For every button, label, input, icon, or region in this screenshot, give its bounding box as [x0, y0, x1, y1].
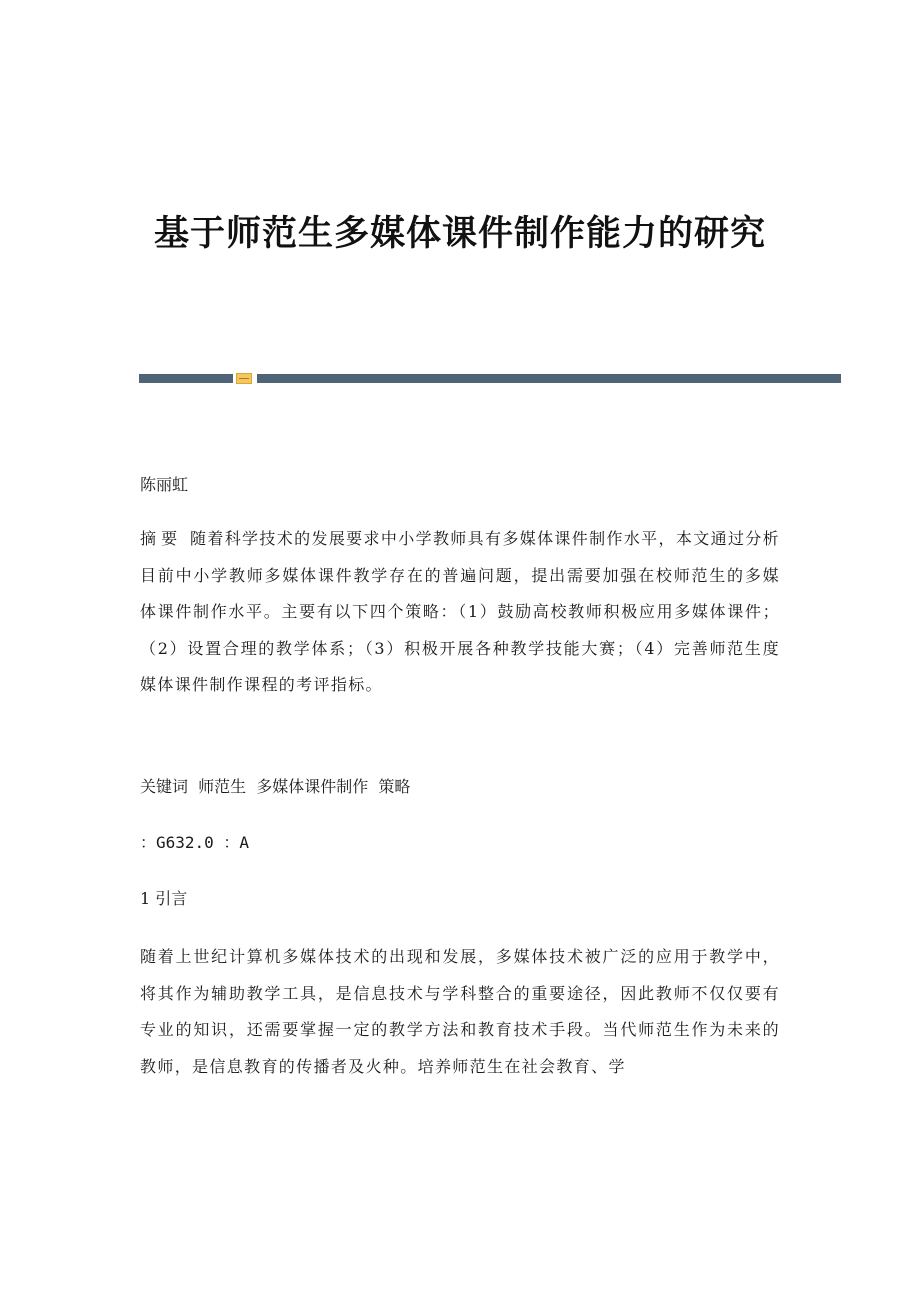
document-title: 基于师范生多媒体课件制作能力的研究	[153, 214, 766, 254]
divider-emblem-icon	[236, 373, 252, 384]
title-divider-left	[139, 374, 233, 383]
title-divider-right	[257, 374, 841, 383]
classification-codes: ：G632.0 ：A	[140, 833, 250, 852]
keyword-item: 多媒体课件制作	[256, 777, 369, 796]
keywords	[140, 776, 415, 798]
section-heading: 1 引言	[140, 889, 188, 908]
body-paragraph: 随着上世纪计算机多媒体技术的出现和发展，多媒体技术被广泛的应用于教学中，将其作为辅助教学工具，是信息技术与学科整合的重要途径，因此教师不仅仅要有专业的知识，还需要掌握一定的教学方法和教育技术手段。当代师范生作为未来的教师，是信息教育的传播者及火种。培养师范生在社会教育、学	[140, 947, 780, 1076]
keyword-item: 师范生	[198, 777, 247, 796]
keyword-item: 策略	[378, 777, 411, 796]
abstract-text: 随着科学技术的发展要求中小学教师具有多媒体课件制作水平，本文通过分析目前中小学教师多媒体课件教学存在的普遍问题，提出需要加强在校师范生的多媒体课件制作水平。主要有以下四个策略：（1）鼓励高校教师积极应用多媒体课件；（2）设置合理的教学体系；（3）积极开展各种教学技能大赛；（4）完善师范生度媒体课件制作课程的考评指标。	[140, 529, 781, 695]
abstract-label: 摘 要	[140, 529, 178, 548]
abstract	[140, 521, 780, 704]
keywords-label: 关键词	[140, 777, 189, 796]
author-name: 陈丽虹	[140, 475, 189, 494]
